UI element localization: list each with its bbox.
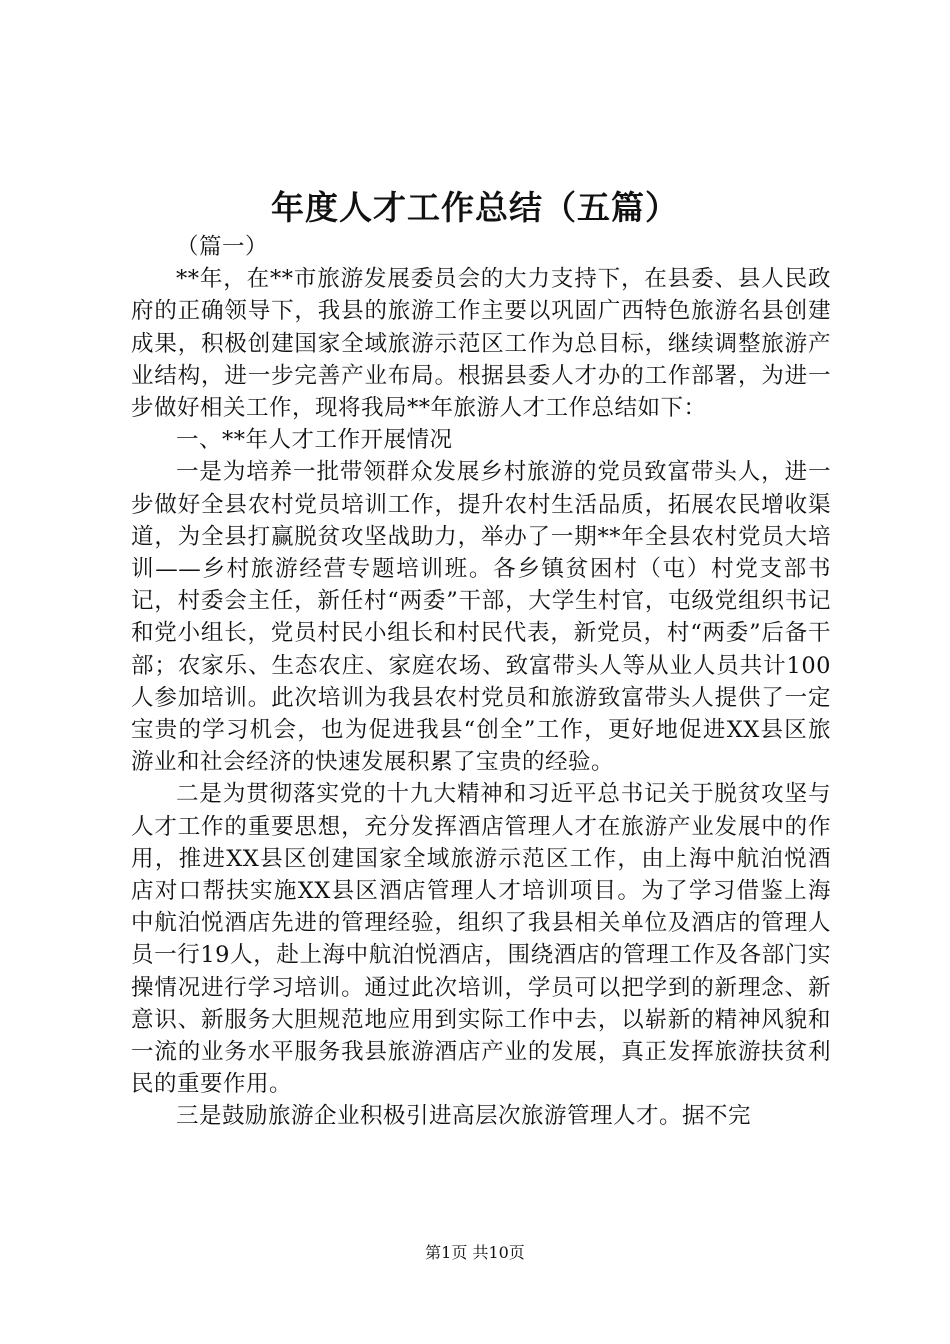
body-paragraph: 三是鼓励旅游企业积极引进高层次旅游管理人才。据不完 xyxy=(176,1103,752,1130)
document-title: 年度人才工作总结（五篇） xyxy=(271,188,679,227)
section-heading: 一、**年人才工作开展情况 xyxy=(176,427,453,454)
document-body xyxy=(131,231,831,1133)
page-footer: 第1页 共10页 xyxy=(425,1243,525,1262)
section-label: （篇一） xyxy=(176,234,269,260)
body-paragraph: 二是为贯彻落实党的十九大精神和习近平总书记关于脱贫攻坚与人才工作的重要思想，充分发挥酒店管理人才在旅游产业发展中的作用，推进XX县区创建国家全域旅游示范区工作，由上海中航泊悦酒店对口帮扶实施XX县区酒店管理人才培训项目。为了学习借鉴上海中航泊悦酒店先进的管理经验，组织了我县相关单位及酒店的管理人员一行19人，赴上海中航泊悦酒店，围绕酒店的管理工作及各部门实操情况进行学习培训。通过此次培训，学员可以把学到的新理念、新意识、新服务大胆规范地应用到实际工作中去，以崭新的精神风貌和一流的业务水平服务我县旅游酒店产业的发展，真正发挥旅游扶贫利民的重要作用。 xyxy=(131,781,831,1098)
intro-paragraph: **年，在**市旅游发展委员会的大力支持下，在县委、县人民政府的正确领导下，我县的旅游工作主要以巩固广西特色旅游名县创建成果，积极创建国家全域旅游示范区工作为总目标，继续调整旅游产业结构，进一步完善产业布局。根据县委人才办的工作部署，为进一步做好相关工作，现将我局**年旅游人才工作总结如下： xyxy=(131,266,831,422)
body-paragraph: 一是为培养一批带领群众发展乡村旅游的党员致富带头人，进一步做好全县农村党员培训工作，提升农村生活品质，拓展农民增收渠道，为全县打赢脱贫攻坚战助力，举办了一期**年全县农村党员大培训——乡村旅游经营专题培训班。各乡镇贫困村（屯）村党支部书记，村委会主任，新任村“两委”干部，大学生村官，屯级党组织书记和党小组长，党员村民小组长和村民代表，新党员，村“两委”后备干部；农家乐、生态农庄、家庭农场、致富带头人等从业人员共计100人参加培训。此次培训为我县农村党员和旅游致富带头人提供了一定宝贵的学习机会，也为促进我县“创全”工作，更好地促进XX县区旅游业和社会经济的快速发展积累了宝贵的经验。 xyxy=(131,459,831,776)
